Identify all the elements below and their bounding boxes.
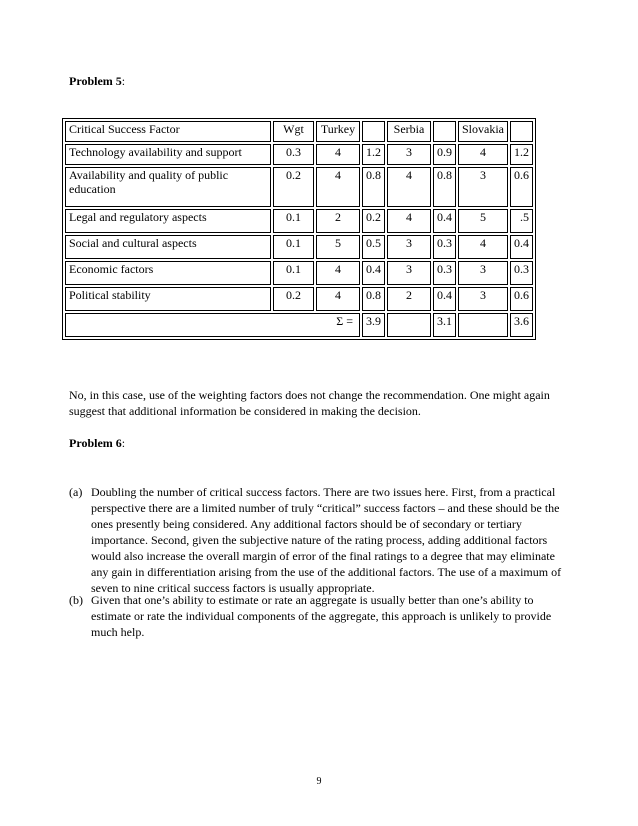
serbia-rating-cell: 4 <box>387 167 431 207</box>
list-marker: (b) <box>69 593 83 607</box>
turkey-rating-cell: 4 <box>316 287 360 311</box>
slovakia-score-cell: 0.6 <box>510 167 533 207</box>
serbia-score-cell: 0.3 <box>433 261 456 285</box>
list-item <box>69 484 569 596</box>
turkey-score-cell: 0.2 <box>362 209 385 233</box>
success-factor-table <box>62 118 536 340</box>
turkey-score-cell: 0.5 <box>362 235 385 259</box>
empty-cell <box>458 313 508 337</box>
list-item-text: Given that one’s ability to estimate or rate an aggregate is usually better than one’s ability to estimate or rate the individual components of the aggregate, this approach is unlikely to provide much help. <box>91 593 552 639</box>
header-factor: Critical Success Factor <box>65 121 271 142</box>
slovakia-rating-cell: 3 <box>458 287 508 311</box>
slovakia-total-cell: 3.6 <box>510 313 533 337</box>
slovakia-score-cell: .5 <box>510 209 533 233</box>
serbia-rating-cell: 2 <box>387 287 431 311</box>
turkey-rating-cell: 4 <box>316 144 360 165</box>
slovakia-rating-cell: 3 <box>458 261 508 285</box>
empty-cell <box>387 313 431 337</box>
serbia-rating-cell: 3 <box>387 144 431 165</box>
header-slovakia-score <box>510 121 533 142</box>
list-marker: (a) <box>69 485 83 499</box>
weight-cell: 0.2 <box>273 167 314 207</box>
serbia-rating-cell: 4 <box>387 209 431 233</box>
header-weight: Wgt <box>273 121 314 142</box>
header-turkey: Turkey <box>316 121 360 142</box>
serbia-score-cell: 0.4 <box>433 209 456 233</box>
slovakia-rating-cell: 4 <box>458 235 508 259</box>
table-sum-row <box>65 313 533 337</box>
turkey-rating-cell: 4 <box>316 167 360 207</box>
table-row <box>65 144 533 165</box>
slovakia-rating-cell: 3 <box>458 167 508 207</box>
header-serbia: Serbia <box>387 121 431 142</box>
serbia-score-cell: 0.9 <box>433 144 456 165</box>
slovakia-rating-cell: 4 <box>458 144 508 165</box>
table-row <box>65 235 533 259</box>
factor-cell: Availability and quality of public education <box>65 167 271 207</box>
serbia-score-cell: 0.3 <box>433 235 456 259</box>
slovakia-score-cell: 0.4 <box>510 235 533 259</box>
table-header-row <box>65 121 533 142</box>
weight-cell: 0.2 <box>273 287 314 311</box>
serbia-score-cell: 0.8 <box>433 167 456 207</box>
weight-cell: 0.1 <box>273 235 314 259</box>
serbia-score-cell: 0.4 <box>433 287 456 311</box>
table-row <box>65 287 533 311</box>
serbia-total-cell: 3.1 <box>433 313 456 337</box>
factor-cell: Technology availability and support <box>65 144 271 165</box>
serbia-rating-cell: 3 <box>387 235 431 259</box>
turkey-score-cell: 1.2 <box>362 144 385 165</box>
table-row <box>65 261 533 285</box>
list-item-text: Doubling the number of critical success factors. There are two issues here. First, from a practical perspective there are a limited number of truly “critical” success factors – and these should be the ones presently being considered. Any additional factors should be of secondary or tertiary importance. Second, given the subjective nature of the rating process, adding additional factors would also increase the overall margin of error of the final ratings to a degree that may eliminate any gain in differentiation arising from the use of the additional factors. The use of a maximum of seven to nine critical success factors is usually appropriate. <box>91 485 562 595</box>
slovakia-score-cell: 0.6 <box>510 287 533 311</box>
sum-label: Σ = <box>65 313 360 337</box>
table-row <box>65 167 533 207</box>
factor-cell: Political stability <box>65 287 271 311</box>
turkey-rating-cell: 2 <box>316 209 360 233</box>
weight-cell: 0.3 <box>273 144 314 165</box>
factor-cell: Economic factors <box>65 261 271 285</box>
turkey-score-cell: 0.8 <box>362 287 385 311</box>
problem-6-heading: Problem 6: <box>69 436 126 450</box>
list-item <box>69 592 569 640</box>
problem-5-heading: Problem 5: <box>69 74 126 88</box>
turkey-score-cell: 0.4 <box>362 261 385 285</box>
weight-cell: 0.1 <box>273 209 314 233</box>
slovakia-score-cell: 1.2 <box>510 144 533 165</box>
weight-cell: 0.1 <box>273 261 314 285</box>
table-row <box>65 209 533 233</box>
turkey-rating-cell: 4 <box>316 261 360 285</box>
turkey-total-cell: 3.9 <box>362 313 385 337</box>
factor-cell: Legal and regulatory aspects <box>65 209 271 233</box>
turkey-score-cell: 0.8 <box>362 167 385 207</box>
slovakia-score-cell: 0.3 <box>510 261 533 285</box>
serbia-rating-cell: 3 <box>387 261 431 285</box>
header-slovakia: Slovakia <box>458 121 508 142</box>
factor-cell: Social and cultural aspects <box>65 235 271 259</box>
turkey-rating-cell: 5 <box>316 235 360 259</box>
header-turkey-score <box>362 121 385 142</box>
conclusion-paragraph: No, in this case, use of the weighting factors does not change the recommendation. One might again suggest that additional information be considered in making the decision. <box>69 388 550 418</box>
page-number: 9 <box>316 776 322 787</box>
slovakia-rating-cell: 5 <box>458 209 508 233</box>
header-serbia-score <box>433 121 456 142</box>
